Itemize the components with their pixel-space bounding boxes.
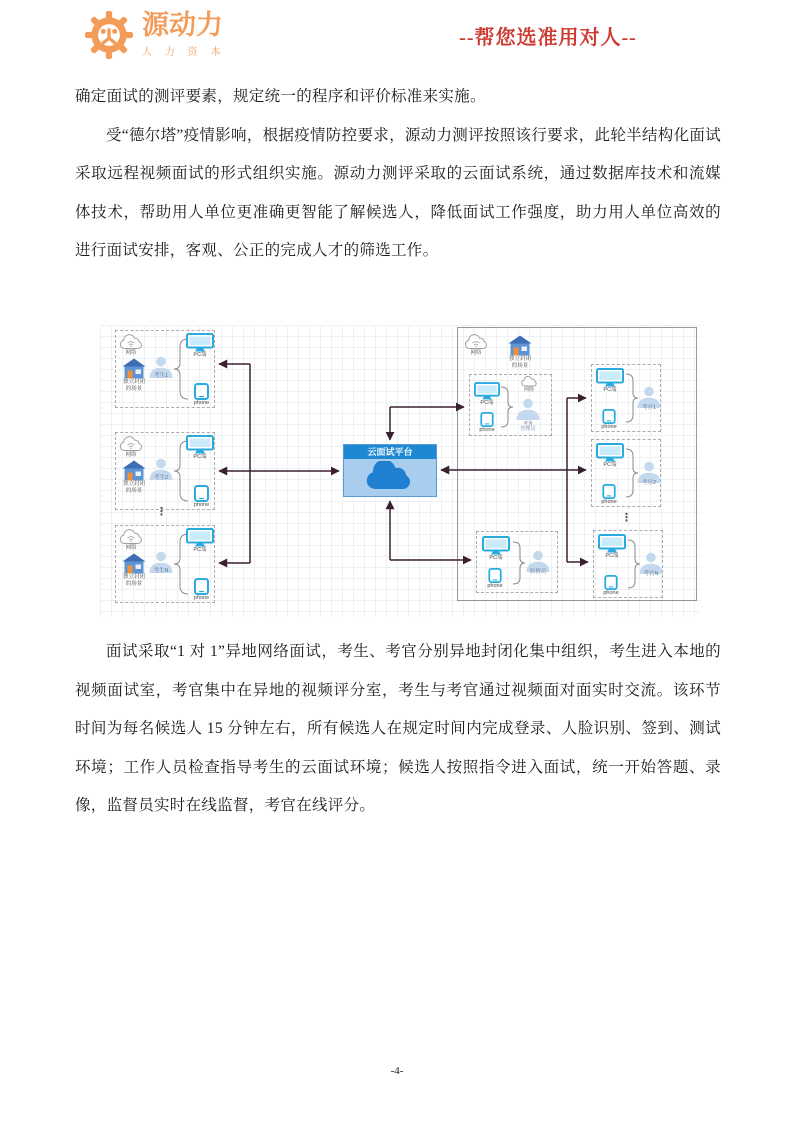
phone-node [487,568,503,590]
pc-node [186,333,214,359]
examiner-name: 考官2 [641,479,657,486]
network-cloud-icon [519,376,539,387]
pc-monitor-icon [598,534,626,553]
text-block-top [75,78,721,271]
phone-node [603,575,619,597]
pc-monitor-icon [186,435,214,454]
cloud-interview-diagram [100,325,700,617]
gear-logo-icon [84,10,134,60]
exam-admin-person [515,398,541,434]
candidate-person [148,551,174,575]
closed-room-node [118,553,150,587]
network-label: 网络 [125,545,137,551]
phone-icon [194,485,209,502]
pc-monitor-icon [482,536,510,555]
network-label: 网络 [125,350,137,356]
pc-node [482,536,510,562]
pc-monitor-icon [474,382,500,400]
phone-icon [480,412,494,427]
person-icon [515,398,541,420]
pc-node [186,435,214,461]
candidate-name: 考生1 [153,372,169,379]
page-header [0,0,794,70]
candidate-person [148,356,174,380]
candidate-n-box [115,525,215,603]
pc-label: PC端 [603,387,617,393]
examiner-name: 考官N [643,570,659,577]
candidate-name: 考生2 [153,474,169,481]
pc-label: PC端 [489,555,503,561]
phone-label: phone [193,502,210,508]
closed-room-house-icon [122,460,146,481]
pc-label: PC端 [193,547,207,553]
cloud-platform-icon [361,461,419,491]
phone-label: phone [479,427,495,433]
network-label: 网络 [470,350,482,356]
examiner-name: 考官1 [641,404,657,411]
examiners-ellipsis: ⋮ [621,512,632,524]
network-label: 网络 [523,387,534,393]
closed-room-house-icon [122,358,146,379]
pc-label: PC端 [603,462,617,468]
network-label: 网络 [125,452,137,458]
page-footer [0,1065,794,1077]
room-label-line1: 独立封闭 [122,574,145,580]
pc-node [186,528,214,554]
phone-node [193,383,210,407]
examiner-1-box [591,364,661,432]
phone-icon [488,568,502,583]
phone-node [601,409,617,431]
pc-monitor-icon [186,333,214,352]
network-node [117,334,145,357]
examiner-person [638,552,664,578]
room-label-line2: 的场景 [125,385,143,392]
phone-icon [602,409,616,424]
network-node-small [518,376,540,393]
pc-label: PC端 [605,553,619,559]
brace-connector [513,540,525,586]
phone-label: phone [601,499,617,505]
phone-label: phone [193,595,210,601]
platform-title: 云面试平台 [344,445,436,459]
phone-node [479,412,495,434]
exam-admin-name [515,422,541,434]
room-label-line2: 的场景 [511,362,529,369]
examiner-site-box [457,327,697,601]
network-node [117,529,145,552]
network-cloud-icon [463,334,489,350]
admin-name-line2: 管理员 [520,426,536,433]
room-label-line1: 独立封闭 [122,481,145,487]
admin-name-line1: 考务 [522,420,533,427]
paragraph-2: 受“德尔塔”疫情影响，根据疫情防控要求，源动力测评按照该行要求，此轮半结构化面试采取远程视频面试的形式组织实施。源动力测评采取的云面试系统，通过数据库技术和流媒体技术，帮助用人单位更准确更智能了解候选人，降低面试工作强度，助力用人单位高效的进行面试安排，客观、公正的完成人才的筛选工作。 [75,126,721,259]
network-cloud-icon [118,334,144,350]
supervisor-name: 监督员 [529,568,547,575]
paragraph-3: 面试采取“1 对 1”异地网络面试，考生、考官分别异地封闭化集中组织，考生进入本地的视频面试室，考官集中在异地的视频评分室，考生与考官通过视频面对面实时交流。该环节时间为每名候选人 15 分钟左右，所有候选人在规定时间内完成登录、人脸识别、签到、测试环境；工作人员检查指导考生的云面试环境；候选人按照指令进入面试，统一开始答题、录像，监督员实时在线监督，考官在线评分。 [75,643,721,814]
room-label-line1: 独立封闭 [122,379,145,385]
header-slogan: --帮您选准用对人-- [459,27,637,49]
logo-brand-text: 源动力 [142,10,223,40]
phone-label: phone [487,583,503,589]
company-logo [84,10,225,60]
brace-connector [501,385,513,429]
closed-room-node [118,358,150,392]
phone-node [193,485,210,509]
page-number: -4- [390,1065,404,1077]
network-node [462,334,490,357]
supervisor-box [476,531,558,593]
candidate-2-box [115,432,215,510]
candidates-ellipsis: ⋮ [156,506,167,518]
phone-label: phone [603,590,619,596]
pc-node [598,534,626,560]
examiner-person [636,386,662,412]
pc-node [596,368,624,394]
room-label-line2: 的场景 [125,580,143,587]
examiner-person [636,461,662,487]
cloud-platform-node [343,444,437,497]
pc-monitor-icon [596,443,624,462]
network-cloud-icon [118,436,144,452]
network-cloud-icon [118,529,144,545]
candidate-1-box [115,330,215,408]
logo-subtitle-text: 人 力 资 本 [142,47,226,58]
room-label-line2: 的场景 [125,487,143,494]
network-node [117,436,145,459]
supervisor-person [525,550,551,576]
examiner-2-box [591,439,661,507]
pc-label: PC端 [193,352,207,358]
pc-label: PC端 [193,454,207,460]
phone-label: phone [193,400,210,406]
phone-icon [194,383,209,400]
phone-icon [604,575,618,590]
exam-admin-box [469,374,552,436]
closed-room-house-icon [508,335,532,356]
closed-room-node [504,335,536,369]
phone-icon [194,578,209,595]
phone-icon [602,484,616,499]
pc-label: PC端 [480,400,494,406]
candidate-name: 考生N [153,567,169,574]
candidate-person [148,458,174,482]
room-label-line1: 独立封闭 [508,356,531,362]
text-block-bottom [75,633,721,826]
phone-node [193,578,210,602]
pc-monitor-icon [596,368,624,387]
closed-room-house-icon [122,553,146,574]
phone-node [601,484,617,506]
pc-node [596,443,624,469]
pc-monitor-icon [186,528,214,547]
paragraph-1: 确定面试的测评要素，规定统一的程序和评价标准来实施。 [75,88,486,105]
pc-node [474,382,500,407]
examiner-n-box [593,530,663,598]
phone-label: phone [601,424,617,430]
logo-text [142,12,225,58]
closed-room-node [118,460,150,494]
